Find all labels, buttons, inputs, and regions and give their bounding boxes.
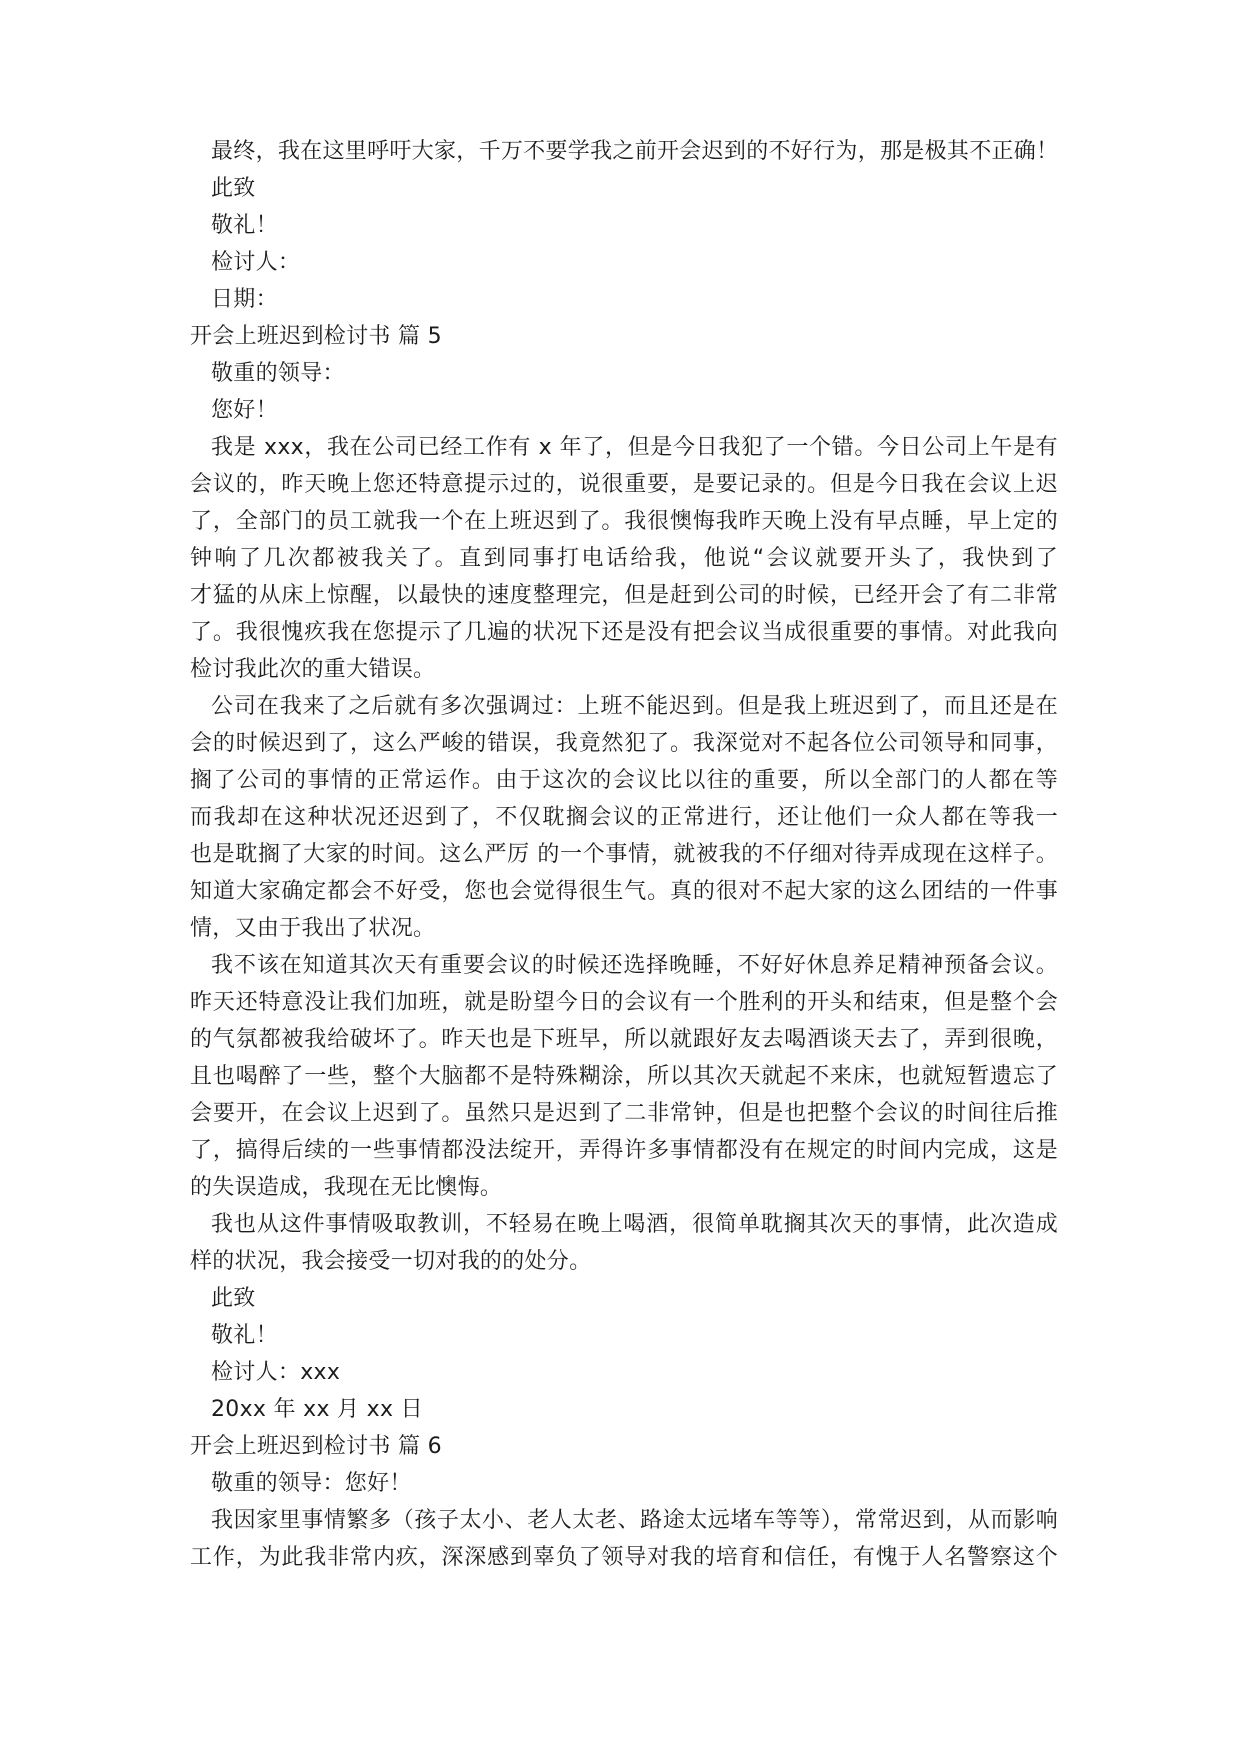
paragraph-line: 会议的，昨天晚上您还特意提示过的，说很重要，是要记录的。但是今日我在会议上迟 [190, 472, 1058, 497]
paragraph-line: 情，又由于我出了状况。 [190, 916, 436, 941]
greeting-line: 您好！ [211, 398, 278, 423]
paragraph-line: 才猛的从床上惊醒，以最快的速度整理完，但是赶到公司的时候，已经开会了有二非常 [190, 583, 1058, 608]
paragraph-line: 我因家里事情繁多（孩子太小、老人太老、路途太远堵车等等），常常迟到，从而影响 [211, 1508, 1058, 1533]
salute-line: 敬礼！ [211, 213, 278, 238]
paragraph-line: 搁了公司的事情的正常运作。由于这次的会议比以往的重要，所以全部门的人都在等 [190, 768, 1058, 793]
signer-line: 检讨人： [211, 250, 301, 275]
greeting-line: 敬重的领导： [211, 361, 345, 386]
closing-line: 此致 [211, 1286, 256, 1311]
paragraph-line: 我也从这件事情吸取教训，不轻易在晚上喝酒，很简单耽搁其次天的事情，此次造成 [211, 1212, 1058, 1237]
section-heading: 开会上班迟到检讨书 篇 5 [190, 324, 442, 349]
paragraph-line: 钟响了几次都被我关了。直到同事打电话给我，他说“会议就要开头了，我快到了 [190, 546, 1058, 571]
paragraph-line: 会要开，在会议上迟到了。虽然只是迟到了二非常钟，但是也把整个会议的时间往后推 [190, 1101, 1058, 1126]
signer-line: 检讨人：xxx [211, 1360, 341, 1385]
paragraph-line: 昨天还特意没让我们加班，就是盼望今日的会议有一个胜利的开头和结束，但是整个会 [190, 990, 1058, 1015]
paragraph-line: 也是耽搁了大家的时间。这么严厉 的一个事情，就被我的不仔细对待弄成现在这样子。 [190, 842, 1058, 867]
paragraph-line: 会的时候迟到了，这么严峻的错误，我竟然犯了。我深觉对不起各位公司领导和同事， [190, 731, 1058, 756]
paragraph-line: 样的状况，我会接受一切对我的的处分。 [190, 1249, 592, 1274]
paragraph-line: 的气氛都被我给破坏了。昨天也是下班早，所以就跟好友去喝酒谈天去了，弄到很晚， [190, 1027, 1058, 1052]
paragraph-line: 工作，为此我非常内疚，深深感到辜负了领导对我的培育和信任，有愧于人名警察这个 [190, 1545, 1058, 1570]
paragraph-line: 我不该在知道其次天有重要会议的时候还选择晚睡，不好好休息养足精神预备会议。 [211, 953, 1058, 978]
date-line: 20xx 年 xx 月 xx 日 [211, 1397, 423, 1422]
paragraph-line: 而我却在这种状况还迟到了，不仅耽搁会议的正常进行，还让他们一众人都在等我一 [190, 805, 1058, 830]
paragraph-line: 且也喝醉了一些，整个大脑都不是特殊糊涂，所以其次天就起不来床，也就短暂遗忘了 [190, 1064, 1058, 1089]
date-line: 日期： [211, 287, 278, 312]
paragraph-line: 了，搞得后续的一些事情都没法绽开，弄得许多事情都没有在规定的时间内完成，这是 [190, 1138, 1058, 1163]
paragraph-line: 了，全部门的员工就我一个在上班迟到了。我很懊悔我昨天晚上没有早点睡，早上定的 [190, 509, 1058, 534]
closing-line: 此致 [211, 176, 256, 201]
paragraph-line: 知道大家确定都会不好受，您也会觉得很生气。真的很对不起大家的这么团结的一件事 [190, 879, 1058, 904]
paragraph-line: 的失误造成，我现在无比懊悔。 [190, 1175, 503, 1200]
salute-line: 敬礼！ [211, 1323, 278, 1348]
text-line: 最终，我在这里呼吁大家，千万不要学我之前开会迟到的不好行为，那是极其不正确！ [211, 139, 1059, 164]
section-heading: 开会上班迟到检讨书 篇 6 [190, 1434, 442, 1459]
paragraph-line: 检讨我此次的重大错误。 [190, 657, 436, 682]
paragraph-line: 公司在我来了之后就有多次强调过：上班不能迟到。但是我上班迟到了，而且还是在 [211, 694, 1058, 719]
paragraph-line: 我是 xxx，我在公司已经工作有 x 年了，但是今日我犯了一个错。今日公司上午是有 [211, 435, 1058, 460]
paragraph-line: 了。我很愧疚我在您提示了几遍的状况下还是没有把会议当成很重要的事情。对此我向 [190, 620, 1058, 645]
greeting-line: 敬重的领导：您好！ [211, 1471, 412, 1496]
